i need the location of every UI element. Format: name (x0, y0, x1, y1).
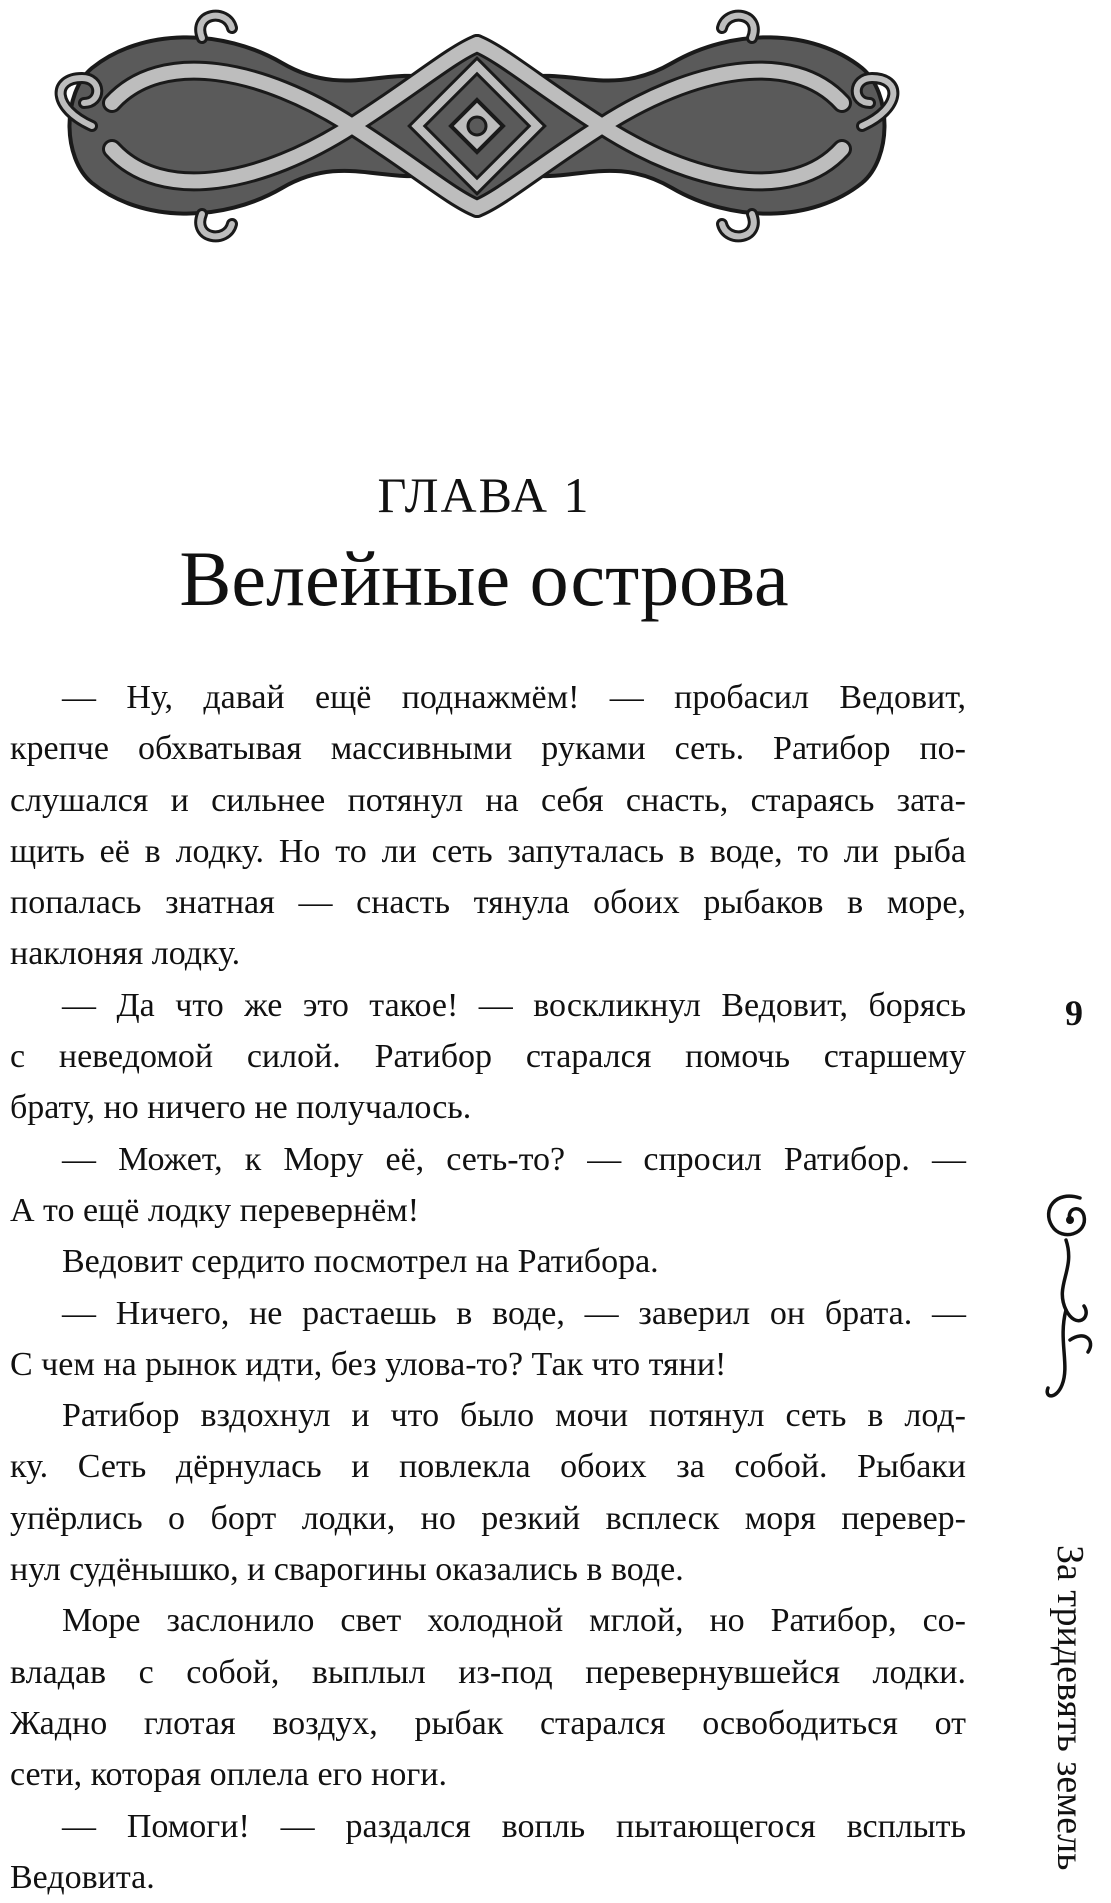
body-line: крепче обхватывая массивными руками сеть. Ратибор по- (10, 730, 966, 768)
running-title: За тридевять земель (1049, 1545, 1091, 1871)
body-line: Ратибор вздохнул и что было мочи потянул сеть в лод- (62, 1397, 966, 1435)
header-ornament-icon (52, 8, 902, 244)
swirl-flourish-icon (1040, 1190, 1102, 1410)
body-line: с неведомой силой. Ратибор старался помочь старшему (10, 1038, 966, 1076)
body-line: брату, но ничего не получалось. (10, 1089, 472, 1127)
body-line: наклоняя лодку. (10, 935, 241, 973)
body-line: щить её в лодку. Но то ли сеть запуталась в воде, то ли рыба (10, 832, 966, 870)
body-line: владав с собой, выплыл из-под перевернувшейся лодки. (10, 1653, 966, 1691)
body-line: Ведовит сердито посмотрел на Ратибора. (62, 1243, 659, 1281)
body-line: попалась знатная — снасть тянула обоих рыбаков в море, (10, 884, 966, 922)
body-line: — Ну, давай ещё поднажмём! — пробасил Ведовит, (62, 679, 966, 716)
chapter-title: Велейные острова (179, 535, 789, 622)
chapter-body-text (10, 672, 966, 1903)
page-number: 9 (1065, 993, 1083, 1033)
body-line: ку. Сеть дёрнулась и повлекла обоих за собой. Рыбаки (10, 1448, 966, 1486)
body-line: нул судёнышко, и сварогины оказались в воде. (10, 1551, 684, 1589)
chapter-label: ГЛАВА 1 (377, 467, 591, 523)
body-line: — Ничего, не растаешь в воде, — заверил он брата. — (62, 1294, 966, 1332)
body-line: — Да что же это такое! — воскликнул Ведовит, борясь (62, 986, 966, 1024)
body-line: сети, которая оплела его ноги. (10, 1756, 447, 1794)
body-line: упёрлись о борт лодки, но резкий всплеск моря перевер- (10, 1499, 966, 1537)
body-line: С чем на рынок идти, без улова-то? Так что тяни! (10, 1345, 727, 1383)
body-line: слушался и сильнее потянул на себя снасть, стараясь зата- (10, 781, 966, 819)
body-line: Море заслонило свет холодной мглой, но Ратибор, со- (62, 1602, 966, 1640)
body-line: — Помоги! — раздался вопль пытающегося всплыть (62, 1807, 966, 1845)
body-line: — Может, к Мору её, сеть-то? — спросил Ратибор. — (62, 1140, 966, 1178)
body-line: А то ещё лодку перевернём! (10, 1191, 420, 1229)
body-line: Жадно глотая воздух, рыбак старался освободиться от (10, 1704, 966, 1742)
body-line: Ведовита. (10, 1858, 155, 1896)
